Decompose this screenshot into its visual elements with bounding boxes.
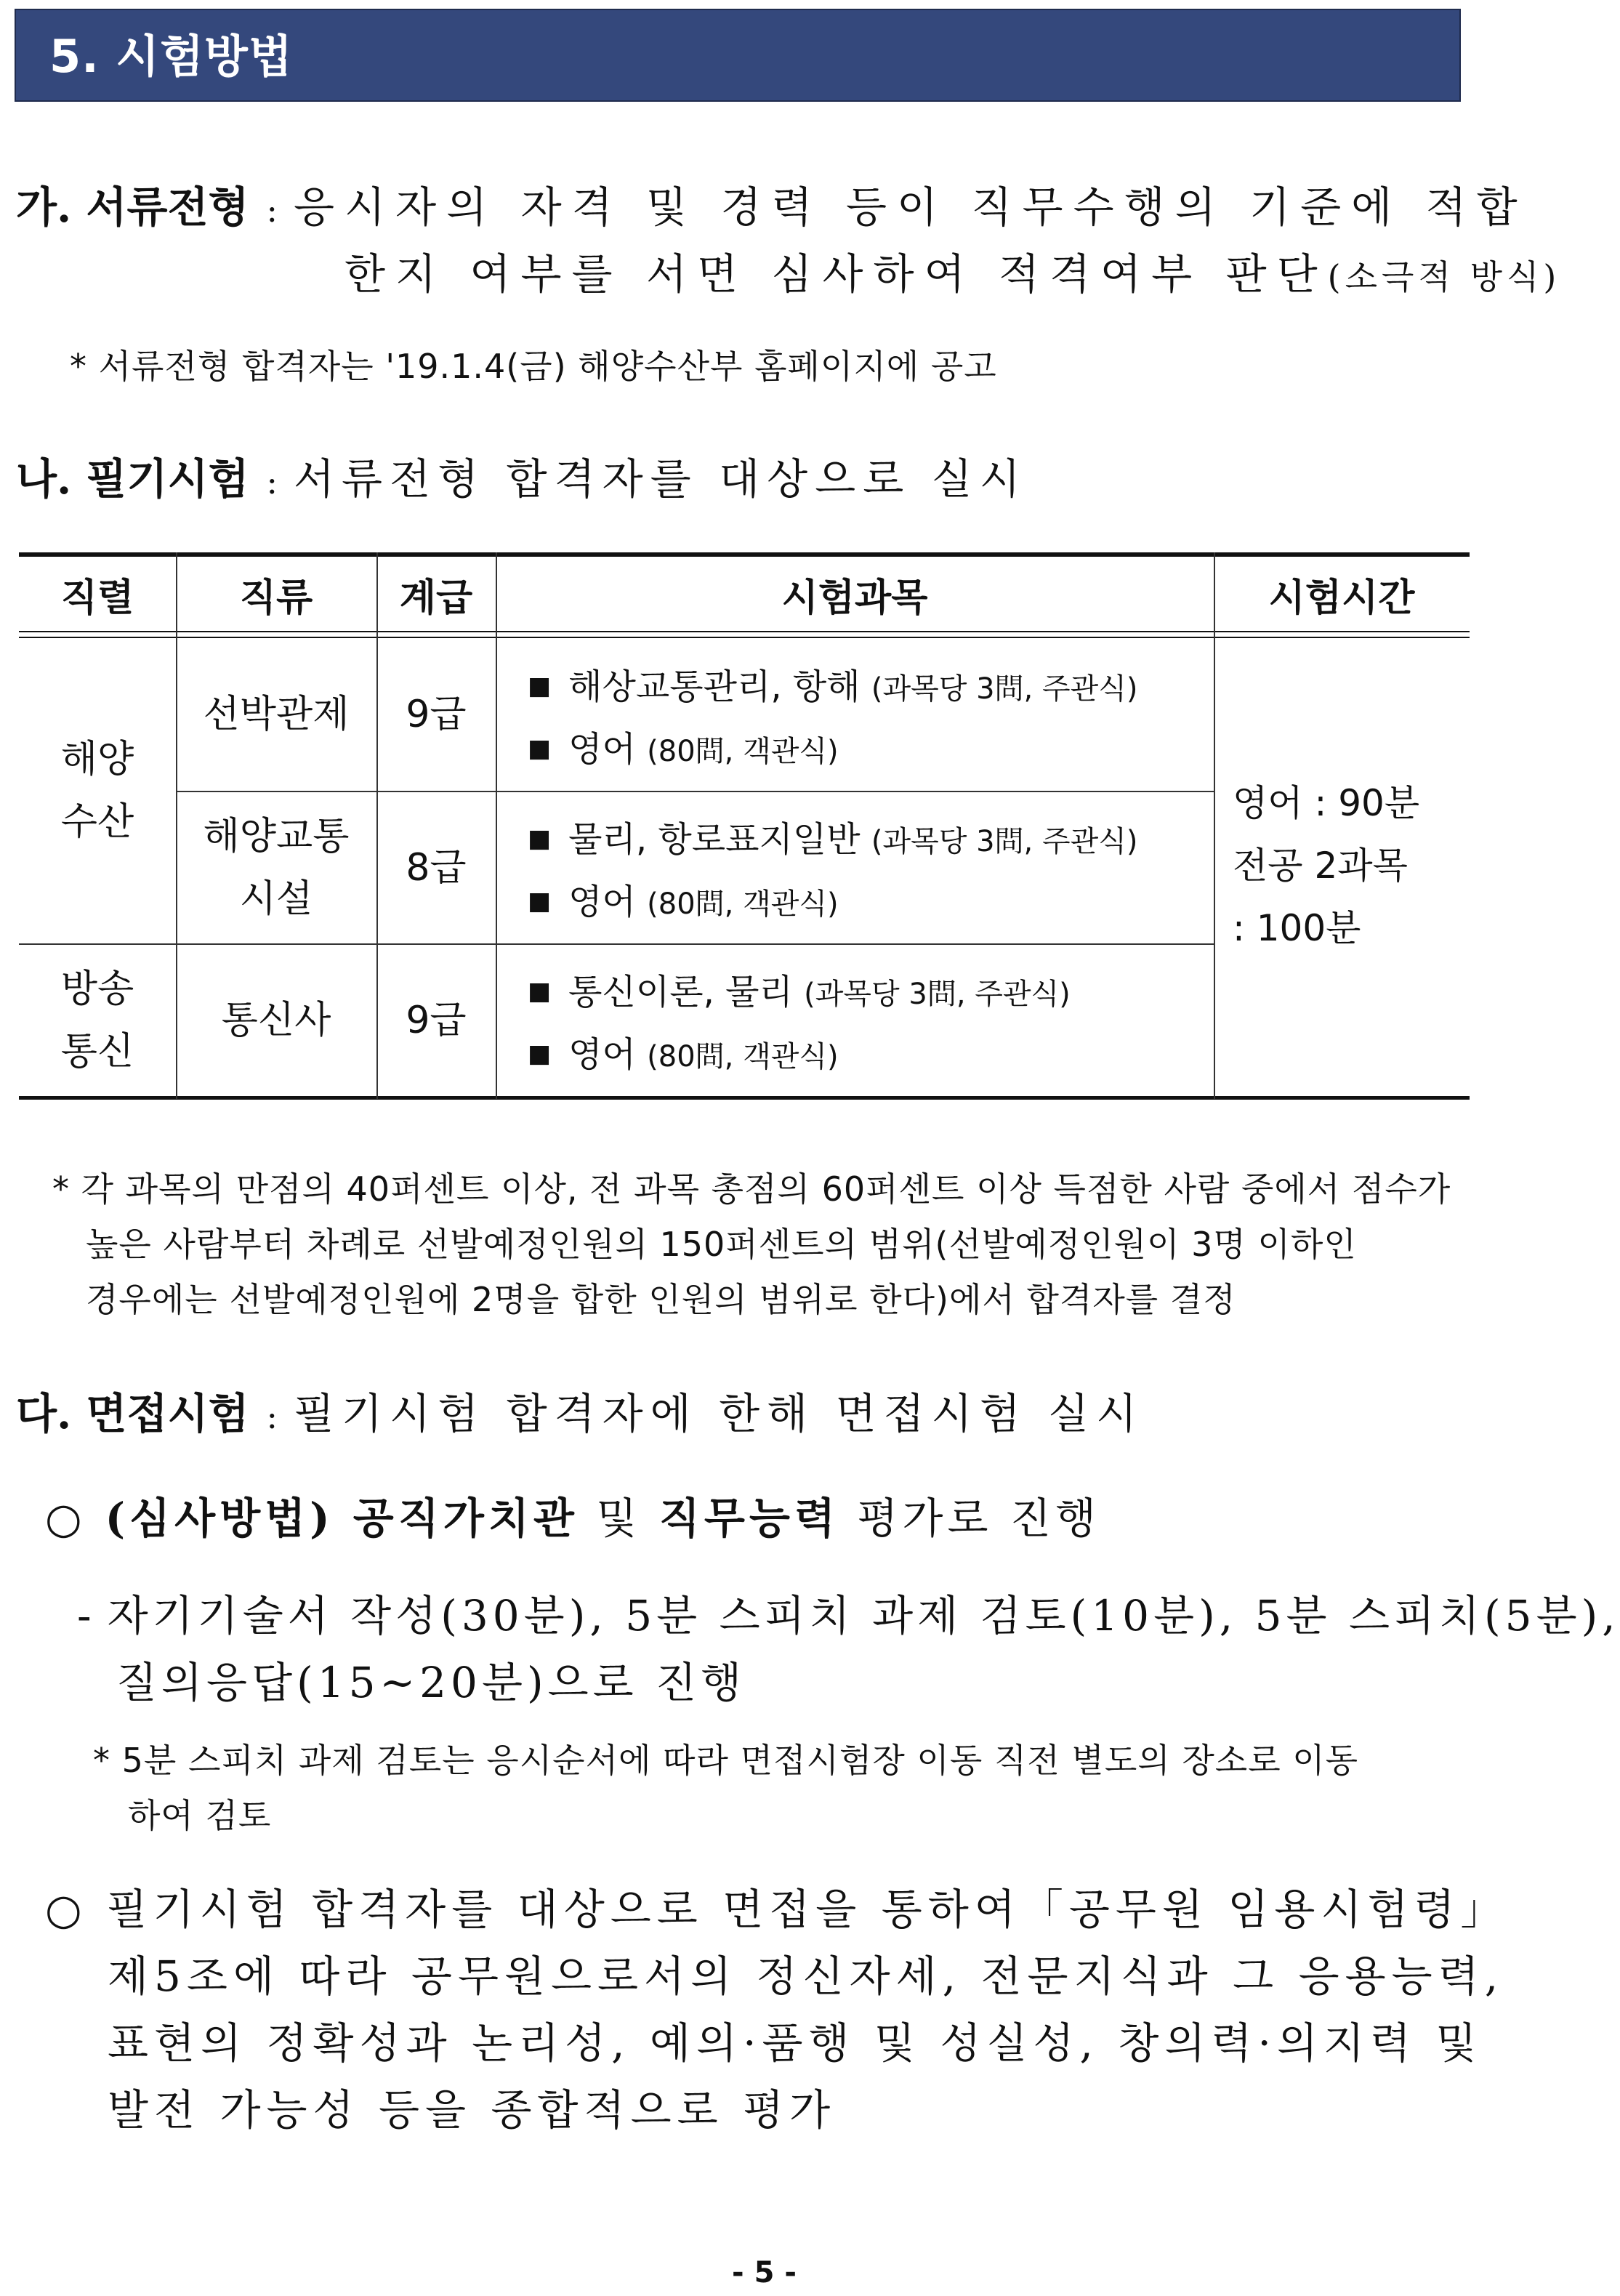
section-na-text: 서류전형 합격자를 대상으로 실시	[294, 454, 1028, 504]
interview-star-note: 하여 검토	[128, 1796, 272, 1835]
section-ga-text2: 한지 여부를 서면 심사하여 적격여부 판단	[344, 249, 1328, 299]
subject-name: 해상교통관리, 항해	[568, 666, 861, 707]
series-cell-broadcast: 방송 통신	[60, 967, 134, 1074]
dash-mark: -	[77, 1591, 96, 1640]
table-bottom-rule	[19, 1096, 1470, 1100]
section-ga-line2	[344, 240, 1560, 301]
subject-name: 영어	[568, 882, 636, 922]
section-na-line	[16, 445, 1028, 506]
bullet-mark: ○	[45, 1494, 86, 1543]
subject-note: (80問, 객관식)	[647, 1040, 839, 1074]
header-subjects: 시험과목	[781, 576, 928, 620]
header-series: 직렬	[60, 576, 134, 620]
table-note-line: 경우에는 선발예정인원에 2명을 합한 인원의 범위로 한다)에서 합격자를 결정	[86, 1280, 1236, 1319]
exam-time-cell	[1233, 772, 1419, 959]
subject-note: (과목당 3問, 주관식)	[871, 825, 1138, 858]
interview-dash-line-1	[77, 1582, 1620, 1643]
subject-line: ■ 영어 (80問, 객관식)	[528, 882, 839, 922]
class-cell: 해양교통 시설	[203, 815, 350, 921]
header-grade: 계급	[399, 576, 473, 620]
table-vline	[496, 552, 497, 1099]
class-cell: 통신사	[221, 999, 331, 1042]
interview-bullet-2-line-1	[45, 1875, 1509, 1936]
subject-note: (80問, 객관식)	[647, 735, 839, 768]
section-da-label: 다. 면접시험	[16, 1389, 249, 1438]
section-ga-line1	[16, 173, 1528, 234]
interview-bullet-2-line: 표현의 정확성과 논리성, 예의·품행 및 성실성, 창의력·의지력 및	[108, 2018, 1483, 2068]
subject-note: (과목당 3問, 주관식)	[871, 672, 1138, 706]
time-line: : 100분	[1233, 907, 1361, 949]
bullet-mark: ○	[45, 1885, 88, 1934]
section-ga-paren: (소극적 방식)	[1327, 257, 1561, 297]
table-note-line: * 각 과목의 만점의 40퍼센트 이상, 전 과목 총점의 60퍼센트 이상 득점한 사람 중에서 점수가	[52, 1169, 1451, 1209]
page-number: - 5 -	[732, 2256, 797, 2289]
section-title: 5. 시험방법	[49, 30, 293, 83]
section-da-colon: :	[266, 1397, 278, 1436]
subject-line: ■ 물리, 항로표지일반 (과목당 3問, 주관식)	[528, 819, 1138, 860]
subject-note: (80問, 객관식)	[647, 887, 839, 921]
table-note-line: 높은 사람부터 차례로 선발예정인원의 150퍼센트의 범위(선발예정인원이 3명 이하인	[86, 1225, 1357, 1264]
header-time: 시험시간	[1268, 576, 1415, 620]
exam-table	[19, 552, 1470, 1105]
header-class: 직류	[239, 576, 313, 620]
section-ga-colon: :	[266, 190, 278, 230]
interview-bullet-2-line: 제5조에 따라 공무원으로서의 정신자세, 전문지식과 그 응용능력,	[108, 1951, 1504, 2001]
bullet-text: 필기시험 합격자를 대상으로 면접을 통하여「공무원 임용시험령」	[106, 1885, 1509, 1934]
section-ga-text1: 응시자의 자격 및 경력 등이 직무수행의 기준에 적합	[294, 182, 1528, 232]
subject-name: 물리, 항로표지일반	[568, 819, 861, 860]
subject-line: ■ 통신이론, 물리 (과목당 3問, 주관식)	[528, 972, 1071, 1012]
dash-text: 자기기술서 작성(30분), 5분 스피치 과제 검토(10분), 5분 스피치(5분),	[107, 1591, 1620, 1640]
grade-cell: 9급	[406, 693, 467, 736]
bullet-bold: (심사방법) 공직가치관	[105, 1494, 579, 1543]
grade-cell: 9급	[406, 999, 467, 1042]
section-da-line	[16, 1379, 1144, 1441]
subject-name: 영어	[568, 1034, 636, 1075]
subject-name: 통신이론, 물리	[568, 972, 793, 1012]
time-line: 전공 2과목	[1233, 845, 1408, 887]
bullet-text: 및	[596, 1494, 642, 1543]
series-cell-marine: 해양 수산	[60, 738, 134, 844]
time-line: 영어 : 90분	[1233, 782, 1420, 824]
section-na-colon: :	[266, 462, 278, 502]
interview-star-note: * 5분 스피치 과제 검토는 응시순서에 따라 면접시험장 이동 직전 별도의 장소로 이동	[93, 1741, 1359, 1780]
table-vline	[1214, 552, 1215, 1099]
table-header-rule-1	[19, 631, 1470, 632]
subject-name: 영어	[568, 729, 636, 770]
subject-note: (과목당 3問, 주관식)	[804, 978, 1071, 1011]
section-header-banner	[15, 9, 1461, 102]
subject-line: ■ 해상교통관리, 항해 (과목당 3問, 주관식)	[528, 666, 1138, 707]
section-ga-label: 가. 서류전형	[16, 182, 249, 232]
grade-cell: 8급	[406, 846, 467, 890]
class-cell: 선박관제	[203, 693, 350, 736]
section-ga-note: * 서류전형 합격자는 '19.1.4(금) 해양수산부 홈페이지에 공고	[70, 347, 997, 386]
bullet-text: 평가로 진행	[857, 1494, 1100, 1543]
subject-line: ■ 영어 (80問, 객관식)	[528, 1034, 839, 1075]
subject-line: ■ 영어 (80問, 객관식)	[528, 729, 839, 770]
section-da-text: 필기시험 합격자에 한해 면접시험 실시	[294, 1389, 1145, 1438]
interview-bullet-1	[45, 1484, 1100, 1545]
section-na-label: 나. 필기시험	[16, 454, 249, 504]
interview-bullet-2-line: 발전 가능성 등을 종합적으로 평가	[108, 2085, 837, 2135]
interview-dash-line-2: 질의응답(15~20분)으로 진행	[116, 1658, 746, 1707]
bullet-bold: 직무능력	[658, 1494, 839, 1543]
